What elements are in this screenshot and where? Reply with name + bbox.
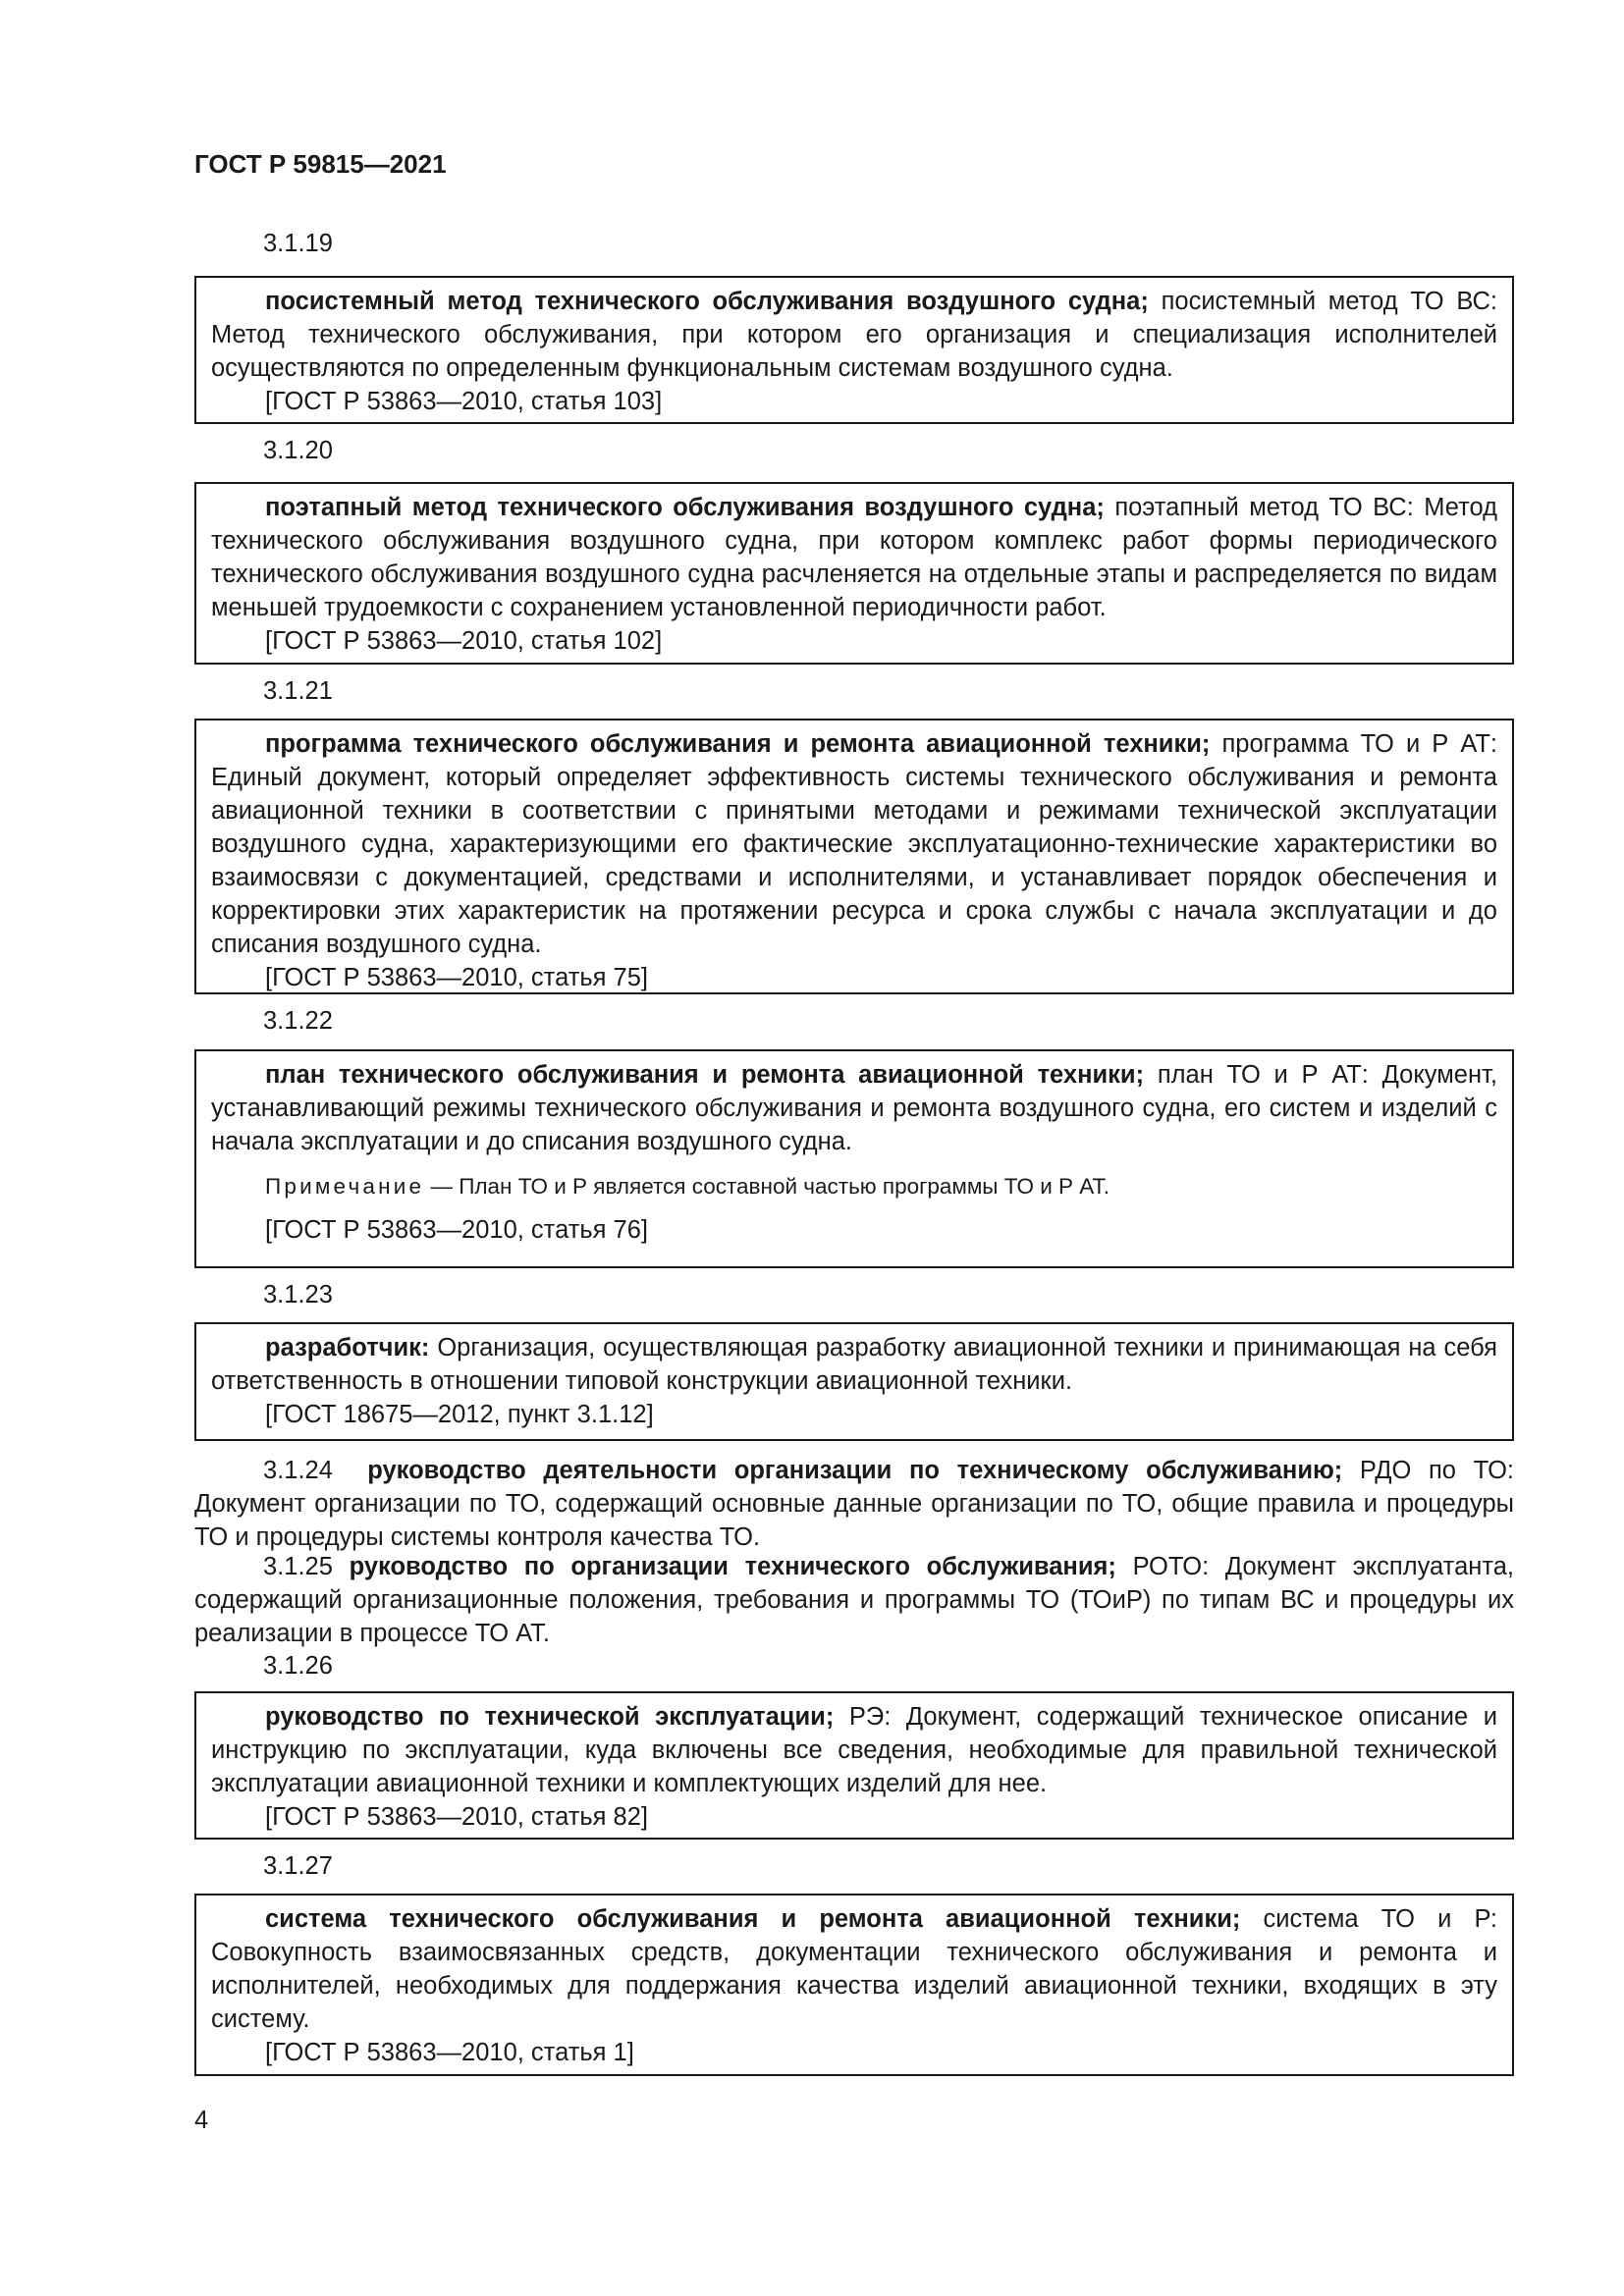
definition: программа ТО и Р АТ: Единый документ, который определяет эффективность системы технического обслуживания и ремонта авиационной техники в соответствии с принятыми методами и режимами технической эксплуатации воздушного судна, характеризующими его фактические эксплуатационно-технические характеристики во взаимосвязи с документацией, средствами и исполнителями, и устанавливает порядок обеспечения и корректировки этих характеристик на протяжении ресурса и срока службы с начала эксплуатации и до списания воздушного судна. [211, 730, 1497, 958]
term: разработчик: [265, 1334, 430, 1362]
term-definition [194, 1550, 1514, 1650]
term: руководство по технической эксплуатации; [265, 1703, 835, 1731]
note-label: Примечание [265, 1174, 425, 1199]
term-box [194, 719, 1514, 994]
definition: поэтапный метод ТО ВС: Метод технического обслуживания воздушного судна, при котором комплекс работ формы периодического технического обслуживания воздушного судна расчленяется на отдельные этапы и распределяется по видам меньшей трудоемкости с сохранением установленной периодичности работ. [211, 494, 1497, 621]
entry-number: 3.1.20 [263, 437, 333, 464]
term-box [194, 1691, 1514, 1840]
entry-number: 3.1.27 [263, 1852, 333, 1880]
source-reference: [ГОСТ Р 53863—2010, статья 102] [265, 627, 663, 655]
term-box [194, 1049, 1514, 1268]
term: руководство деятельности организации по техническому обслуживанию; [367, 1457, 1343, 1484]
entry-number: 3.1.24 [263, 1457, 333, 1484]
entry-number: 3.1.19 [263, 230, 333, 257]
source-reference: [ГОСТ 18675—2012, пункт 3.1.12] [265, 1401, 654, 1428]
term: поэтапный метод технического обслуживания воздушного судна; [265, 494, 1105, 521]
source-reference: [ГОСТ Р 53863—2010, статья 103] [265, 388, 663, 415]
definition: РДО по ТО: Документ организации по ТО, содержащий основные данные организации по ТО, общие правила и процедуры ТО и процедуры системы контроля качества ТО. [194, 1457, 1514, 1551]
term-definition [211, 1700, 1497, 1800]
term-definition [211, 1902, 1497, 2036]
term-definition [211, 491, 1497, 624]
term: план технического обслуживания и ремонта авиационной техники; [265, 1061, 1145, 1089]
entry-number: 3.1.26 [263, 1652, 333, 1680]
term-box [194, 1894, 1514, 2076]
document-code: ГОСТ Р 59815—2021 [194, 149, 447, 179]
definition: РОТО: Документ эксплуатанта, содержащий организационные положения, требования и программы ТО (ТОиР) по типам ВС и процедуры их реализации в процессе ТО АТ. [194, 1553, 1514, 1647]
page-number: 4 [194, 2107, 209, 2134]
definition: Организация, осуществляющая разработку авиационной техники и принимающая на себя ответственность в отношении типовой конструкции авиационной техники. [211, 1334, 1497, 1395]
term: посистемный метод технического обслуживания воздушного судна; [265, 288, 1149, 315]
term: руководство по организации технического обслуживания; [349, 1553, 1116, 1580]
term-definition [211, 1331, 1497, 1398]
note [211, 1170, 1497, 1203]
note-text: — План ТО и Р является составной частью программы ТО и Р АТ. [424, 1174, 1110, 1199]
entry-number: 3.1.21 [263, 677, 333, 705]
free-entry [194, 1454, 1514, 1554]
entry-number: 3.1.23 [263, 1281, 333, 1308]
source-reference: [ГОСТ Р 53863—2010, статья 75] [265, 964, 648, 991]
term-box [194, 1322, 1514, 1441]
entry-number: 3.1.25 [263, 1553, 333, 1580]
entry-number: 3.1.22 [263, 1007, 333, 1035]
definition: посистемный метод ТО ВС: Метод технического обслуживания, при котором его организация и специализация исполнителей осуществляются по определенным функциональным системам воздушного судна. [211, 288, 1497, 382]
term-definition [211, 727, 1497, 961]
source-reference: [ГОСТ Р 53863—2010, статья 82] [265, 1803, 648, 1831]
source-reference: [ГОСТ Р 53863—2010, статья 76] [265, 1216, 648, 1244]
term-definition [211, 285, 1497, 385]
source-reference: [ГОСТ Р 53863—2010, статья 1] [265, 2039, 634, 2066]
term-definition [211, 1058, 1497, 1158]
term: система технического обслуживания и ремонта авиационной техники; [265, 1905, 1241, 1933]
free-entry [194, 1550, 1514, 1650]
definition: план ТО и Р АТ: Документ, устанавливающий режимы технического обслуживания и ремонта воздушного судна, его систем и изделий с начала эксплуатации и до списания воздушного судна. [211, 1061, 1497, 1155]
term: программа технического обслуживания и ремонта авиационной техники; [265, 730, 1211, 758]
term-definition [194, 1454, 1514, 1554]
term-box [194, 482, 1514, 665]
definition: система ТО и Р: Совокупность взаимосвязанных средств, документации технического обслуживания и ремонта и исполнителей, необходимых для поддержания качества изделий авиационной техники, входящих в эту систему. [211, 1905, 1497, 2033]
definition: РЭ: Документ, содержащий техническое описание и инструкцию по эксплуатации, куда включены все сведения, необходимые для правильной технической эксплуатации авиационной техники и комплектующих изделий для нее. [211, 1703, 1498, 1797]
term-box [194, 276, 1514, 424]
